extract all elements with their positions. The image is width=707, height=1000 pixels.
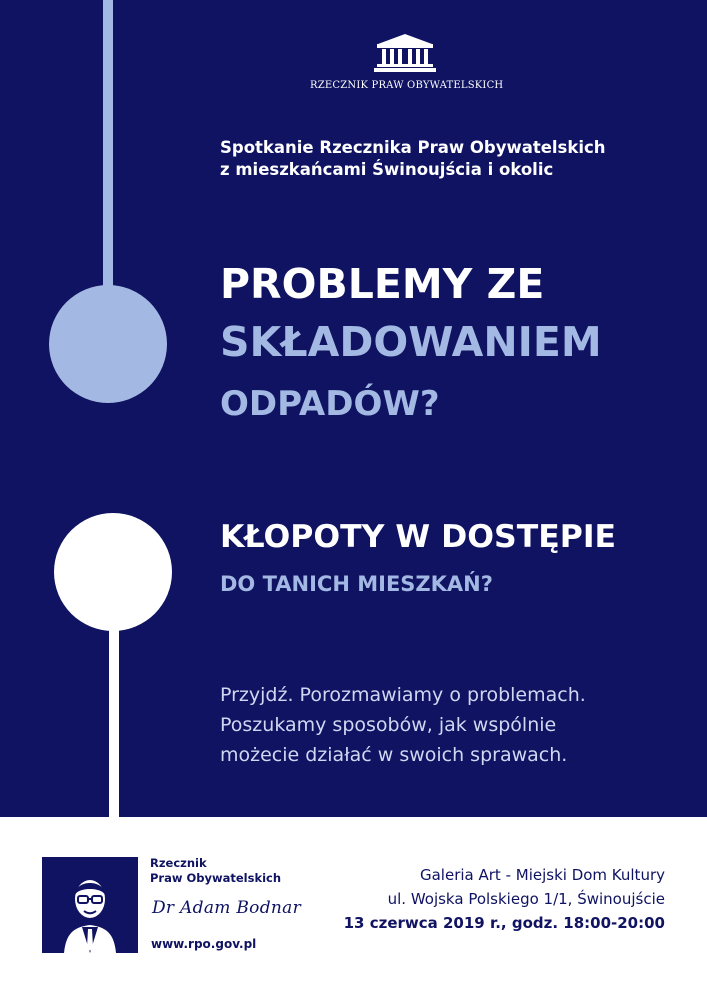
- invitation-line-1: Przyjdź. Porozmawiamy o problemach.: [220, 684, 586, 706]
- event-details: [305, 863, 665, 935]
- ombudsman-portrait: [42, 857, 138, 953]
- decorative-circle-top: [49, 285, 167, 403]
- building-columns-icon: [372, 32, 438, 74]
- rpo-logo: [310, 32, 504, 91]
- logo-text: RZECZNIK PRAW OBYWATELSKICH: [310, 80, 504, 91]
- org-name: [150, 856, 281, 886]
- org-name-line-1: Rzecznik: [150, 856, 207, 870]
- invitation-text: [220, 680, 690, 770]
- decorative-line-top: [103, 0, 113, 300]
- decorative-line-bottom: [109, 620, 119, 817]
- headline-waste-line-3: ODPADÓW?: [220, 384, 440, 424]
- headline-waste: [220, 256, 700, 436]
- event-date-time: 13 czerwca 2019 r., godz. 18:00-20:00: [343, 914, 665, 932]
- invitation-line-3: możecie działać w swoich sprawach.: [220, 744, 568, 766]
- venue-name: Galeria Art - Miejski Dom Kultury: [419, 866, 665, 884]
- headline-housing-line-2: DO TANICH MIESZKAŃ?: [220, 572, 493, 596]
- headline-housing-line-1: KŁOPOTY W DOSTĘPIE: [220, 519, 617, 555]
- ombudsman-signature: Dr Adam Bodnar: [152, 898, 301, 918]
- venue-address: ul. Wojska Polskiego 1/1, Świnoujście: [387, 890, 665, 908]
- website-link[interactable]: www.rpo.gov.pl: [151, 937, 257, 951]
- intro-text: [220, 137, 690, 181]
- invitation-line-2: Poszukamy sposobów, jak wspólnie: [220, 714, 557, 736]
- person-portrait-icon: [42, 857, 138, 953]
- intro-line-2: z mieszkańcami Świnoujścia i okolic: [220, 160, 554, 179]
- headline-housing: [220, 512, 700, 606]
- headline-waste-line-1: PROBLEMY ZE: [220, 260, 545, 308]
- headline-waste-line-2: SKŁADOWANIEM: [220, 318, 602, 366]
- decorative-circle-bottom: [54, 513, 172, 631]
- org-name-line-2: Praw Obywatelskich: [150, 871, 282, 885]
- intro-line-1: Spotkanie Rzecznika Praw Obywatelskich: [220, 138, 606, 157]
